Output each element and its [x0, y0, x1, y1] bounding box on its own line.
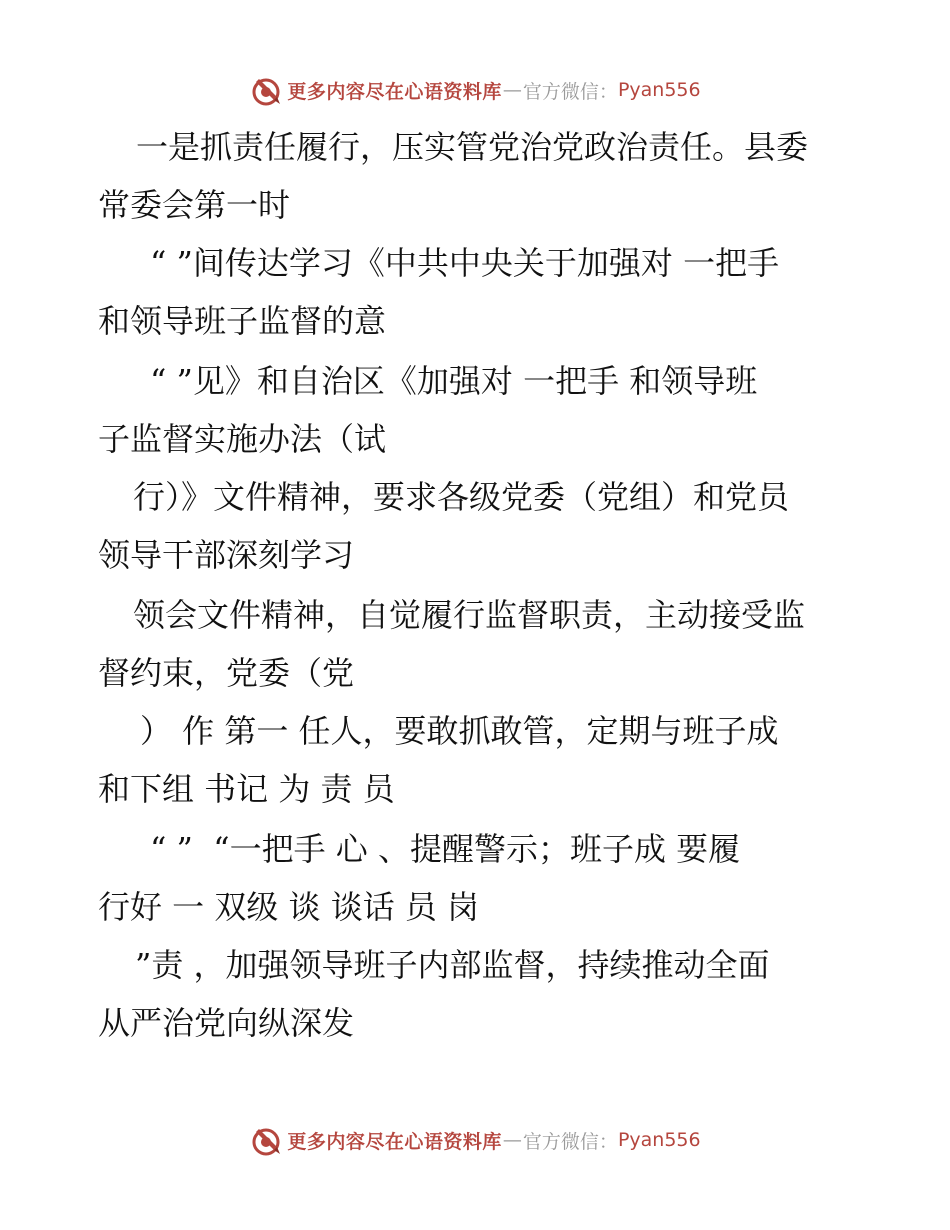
footer-watermark: [0, 1120, 950, 1160]
text-line: 和领导班子监督的意: [98, 302, 387, 340]
watermark-main-text: 更多内容尽在心语资料库: [287, 80, 502, 103]
text-line: 一是抓责任履行，压实管党治党政治责任。县委: [136, 128, 809, 166]
text-line: “ ”间传达学习《中共中央关于加强对 一把手: [150, 244, 780, 282]
text-line: 和下组 书记 为 责 员: [98, 770, 395, 808]
text-line: 领会文件精神，自觉履行监督职责，主动接受监: [133, 596, 806, 634]
text-line: ”责 ，加强领导班子内部监督，持续推动全面: [135, 946, 770, 984]
pen-logo-icon: [249, 1123, 283, 1157]
text-line: “ ”见》和自治区《加强对 一把手 和领导班: [150, 362, 758, 400]
watermark-id-text: Pyan556: [617, 79, 701, 101]
text-line: 从严治党向纵深发: [98, 1004, 355, 1042]
text-line: 常委会第一时: [98, 186, 291, 224]
watermark-dash: —: [502, 79, 522, 101]
watermark-dash: —: [502, 1129, 522, 1151]
watermark-main-text: 更多内容尽在心语资料库: [287, 1130, 502, 1153]
text-line: ） 作 第一 任人，要敢抓敢管，定期与班子成: [140, 712, 779, 750]
watermark-sub-text: 官方微信：: [522, 1130, 618, 1153]
text-line: 子监督实施办法（试: [98, 420, 387, 458]
text-line: 行好 一 双级 谈 谈话 员 岗: [98, 888, 480, 926]
watermark-sub-text: 官方微信：: [522, 80, 618, 103]
text-line: 领导干部深刻学习: [98, 536, 355, 574]
text-line: 行）》文件精神，要求各级党委（党组）和党员: [133, 478, 790, 516]
watermark-id-text: Pyan556: [617, 1129, 701, 1151]
text-line: 督约束，党委（党: [98, 654, 355, 692]
text-line: “ ” “一把手 心 、提醒警示；班子成 要履: [150, 830, 741, 868]
